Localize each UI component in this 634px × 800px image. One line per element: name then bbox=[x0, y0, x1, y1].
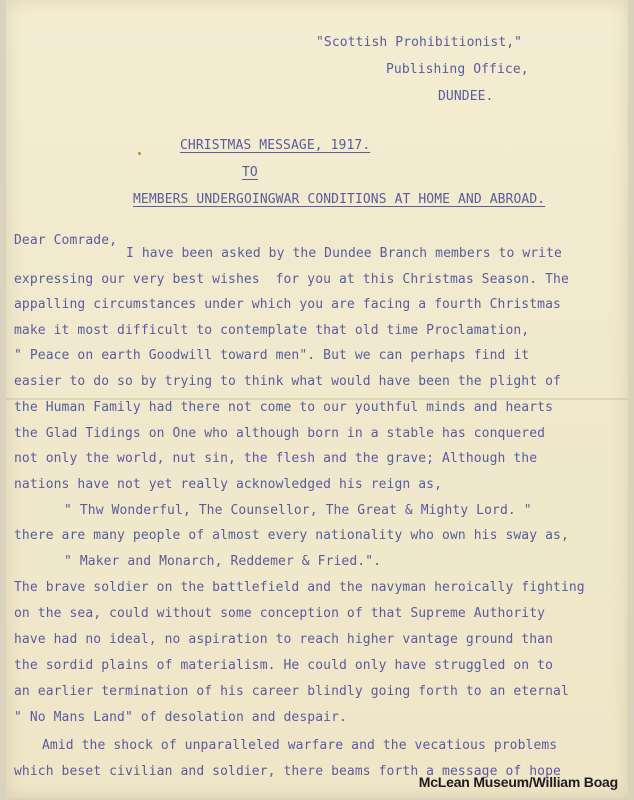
body-line: which beset civilian and soldier, there beams forth a message of hope bbox=[14, 764, 561, 779]
museum-watermark: McLean Museum/William Boag bbox=[418, 774, 618, 790]
body-line: have had no ideal, no aspiration to reach higher vantage ground than bbox=[14, 632, 554, 647]
letterhead-office: Publishing Office, bbox=[386, 62, 529, 77]
ink-speck bbox=[138, 152, 141, 155]
body-line: the sordid plains of materialism. He could only have struggled on to bbox=[14, 658, 554, 673]
body-line: nations have not yet really acknowledged his reign as, bbox=[14, 477, 443, 492]
letter-page bbox=[6, 0, 628, 798]
body-line: " Peace on earth Goodwill toward men". But we can perhaps find it bbox=[14, 348, 530, 363]
body-line: an earlier termination of his career blindly going forth to an eternal bbox=[14, 684, 569, 699]
body-line: appalling circumstances under which you are facing a fourth Christmas bbox=[14, 297, 561, 312]
message-to: TO bbox=[242, 165, 258, 180]
message-title: CHRISTMAS MESSAGE, 1917. bbox=[180, 138, 371, 153]
body-line: make it most difficult to contemplate that old time Proclamation, bbox=[14, 323, 530, 338]
message-recipients: MEMBERS UNDERGOINGWAR CONDITIONS AT HOME AND ABROAD. bbox=[133, 192, 546, 207]
body-line: not only the world, nut sin, the flesh and the grave; Although the bbox=[14, 451, 538, 466]
body-line: expressing our very best wishes for you at this Christmas Season. The bbox=[14, 272, 569, 287]
body-line: " Maker and Monarch, Reddemer & Fried.". bbox=[64, 554, 382, 569]
letterhead-publication: "Scottish Prohibitionist," bbox=[316, 35, 523, 50]
body-line: on the sea, could without some conception of that Supreme Authority bbox=[14, 606, 546, 621]
letterhead-city: DUNDEE. bbox=[438, 89, 494, 104]
body-line: easier to do so by trying to think what would have been the plight of bbox=[14, 374, 561, 389]
body-line: the Glad Tidings on One who although born in a stable has conquered bbox=[14, 426, 546, 441]
body-line: there are many people of almost every nationality who own his sway as, bbox=[14, 528, 569, 543]
body-line: the Human Family had there not come to our youthful minds and hearts bbox=[14, 400, 554, 415]
body-line: I have been asked by the Dundee Branch members to write bbox=[126, 246, 562, 261]
body-line: " Thw Wonderful, The Counsellor, The Great & Mighty Lord. " bbox=[64, 503, 532, 518]
salutation: Dear Comrade, bbox=[14, 233, 118, 248]
body-line: Amid the shock of unparalleled warfare and the vecatious problems bbox=[42, 738, 558, 753]
body-line: The brave soldier on the battlefield and the navyman heroically fighting bbox=[14, 580, 585, 595]
body-line: " No Mans Land" of desolation and despair. bbox=[14, 710, 347, 725]
